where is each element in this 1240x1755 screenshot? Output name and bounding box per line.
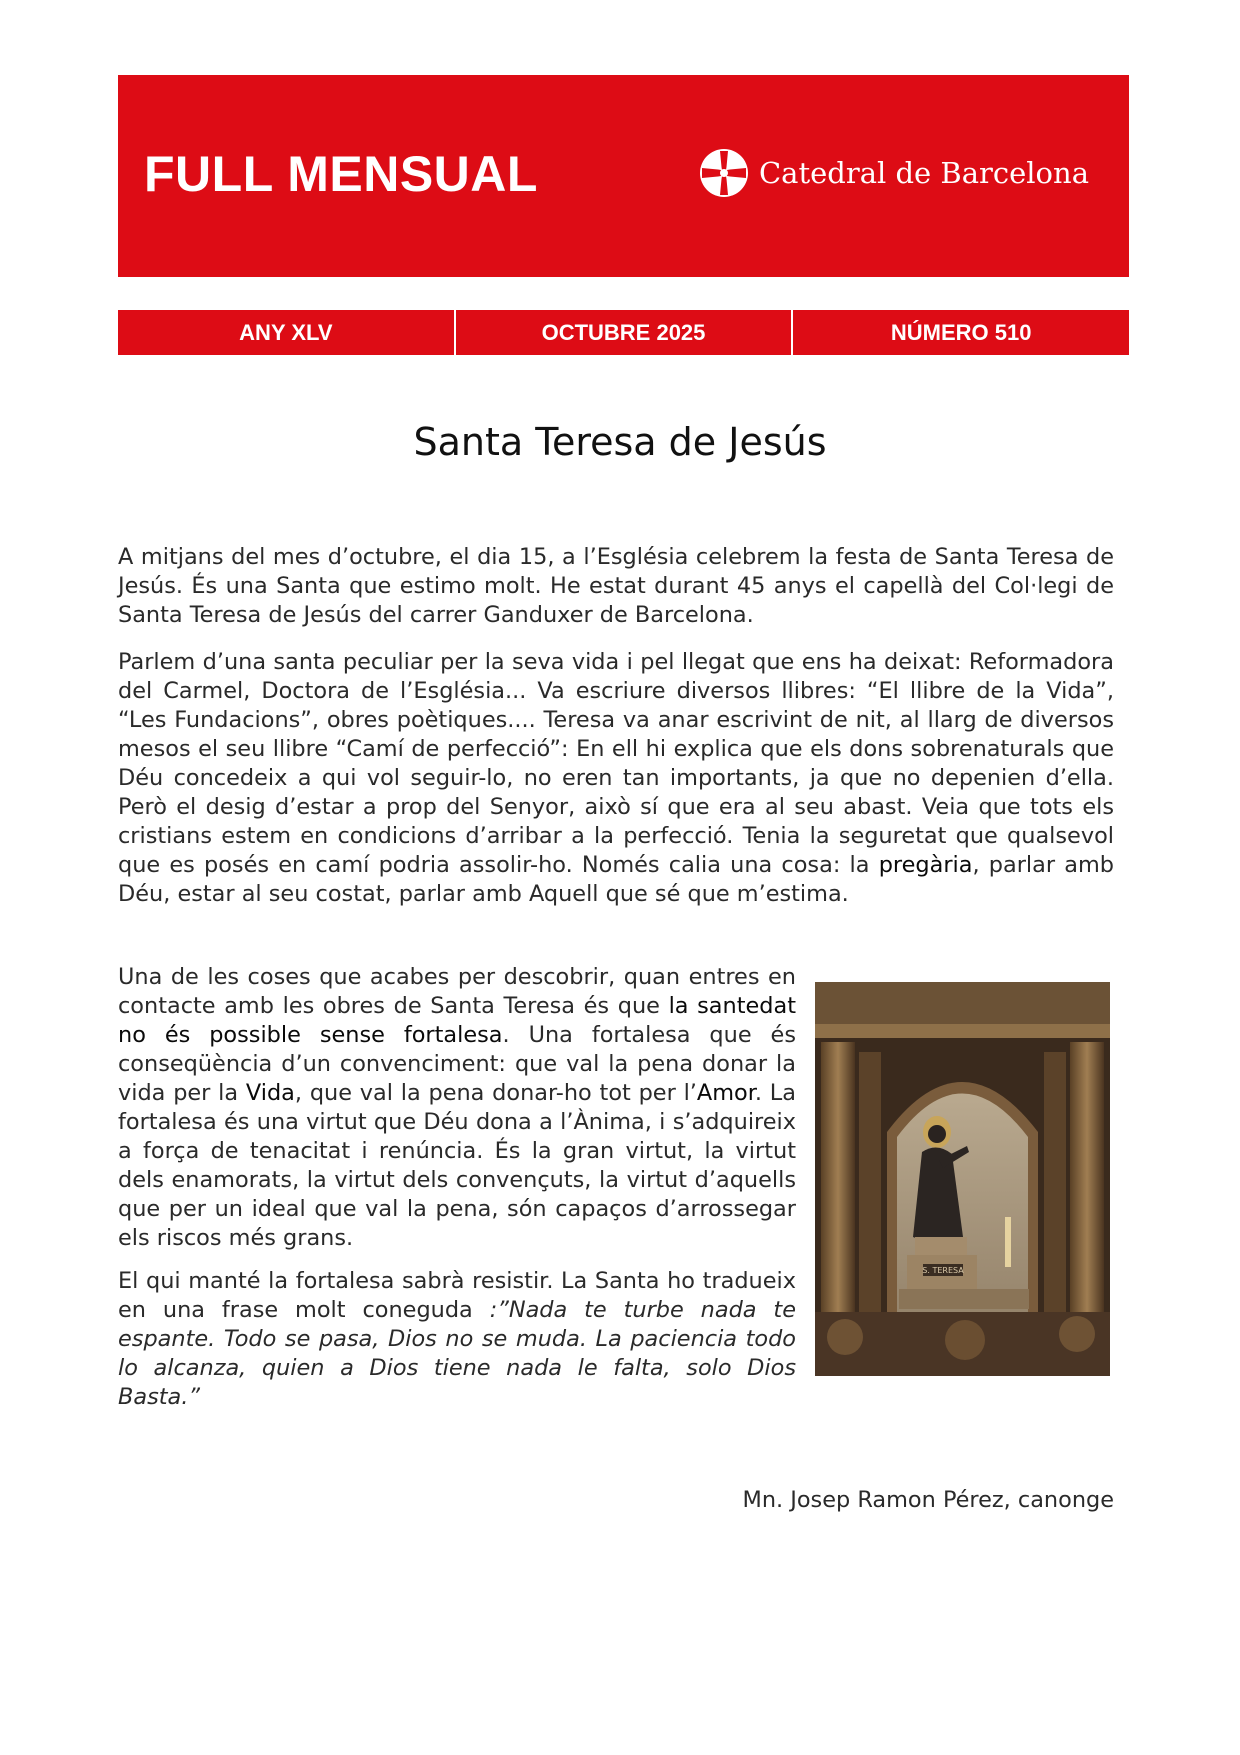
emphasis-pregaria: pregària bbox=[878, 852, 973, 878]
issue-info-bar bbox=[118, 310, 1129, 355]
paragraph-3-text-d: . La fortalesa és una virtut que Déu dona a l’Ànima, i s’adquireix a força de tenacitat i renúncia. És la gran virtut, la virtut dels enamorats, la virtut dels convençuts, la virtut d’aquells que per un ideal que val la pena, són capaços d’arrossegar els riscos més grans. bbox=[118, 1080, 796, 1251]
article-title: Santa Teresa de Jesús bbox=[413, 420, 827, 464]
issue-number: NÚMERO 510 bbox=[791, 310, 1129, 355]
paragraph-1: A mitjans del mes d’octubre, el dia 15, a l’Església celebrem la festa de Santa Teresa de Jesús. És una Santa que estimo molt. He estat durant 45 anys el capellà del Col·legi de Santa Teresa de Jesús del carrer Ganduxer de Barcelona. bbox=[118, 544, 1114, 628]
text-column bbox=[118, 963, 796, 1426]
header-banner bbox=[118, 75, 1129, 277]
cross-emblem-icon bbox=[699, 148, 749, 198]
issue-year: ANY XLV bbox=[118, 310, 454, 355]
altar-statue-photo bbox=[815, 982, 1110, 1376]
publication-title: FULL MENSUAL bbox=[144, 146, 538, 202]
emphasis-vida: Vida bbox=[245, 1080, 295, 1106]
paragraph-3-text-a: Una de les coses que acabes per descobrir, quan entres en contacte amb les obres de Santa Teresa és que bbox=[118, 964, 796, 1019]
emphasis-amor: Amor bbox=[696, 1080, 755, 1106]
paragraph-3 bbox=[118, 963, 796, 1253]
statue-plaque: S. TERESA bbox=[922, 1266, 964, 1275]
paragraph-2-text-b: , parlar amb Déu, estar al seu costat, parlar amb Aquell que sé que m’estima. bbox=[118, 852, 1114, 907]
paragraph-4-text: El qui manté la fortalesa sabrà resistir. La Santa ho tradueix en una frase molt coneguda bbox=[118, 1268, 796, 1323]
teresa-quote: :”Nada te turbe nada te espante. Todo se pasa, Dios no se muda. La paciencia todo lo alcanza, quien a Dios tiene nada le falta, solo Dios Basta.” bbox=[118, 1297, 796, 1410]
paragraph-2 bbox=[118, 648, 1114, 909]
issue-date: OCTUBRE 2025 bbox=[454, 310, 792, 355]
cathedral-logo[interactable] bbox=[699, 148, 1089, 198]
emphasis-santedat: la santedat no és possible sense fortalesa bbox=[118, 993, 796, 1048]
author-signature: Mn. Josep Ramon Pérez, canonge bbox=[742, 1487, 1114, 1513]
logo-text: Catedral de Barcelona bbox=[758, 155, 1089, 190]
paragraph-3-text-b: . Una fortalesa que és conseqüència d’un convenciment: que val la pena donar la vida per la bbox=[118, 1022, 796, 1106]
paragraph-3-text-c: , que val la pena donar-ho tot per l’ bbox=[294, 1080, 697, 1106]
paragraph-2-text-a: Parlem d’una santa peculiar per la seva vida i pel llegat que ens ha deixat: Reformadora del Carmel, Doctora de l’Església... Va escriure diversos llibres: “El llibre de la Vida”, “Les Fundacions”, obres poètiques.... Teresa va anar escrivint de nit, al llarg de diversos mesos el seu llibre “Camí de perfecció”: En ell hi explica que els dons sobrenaturals que Déu concedeix a qui vol seguir-lo, no eren tan importants, ja que no depenien d’ella. Però el desig d’estar a prop del Senyor, això sí que era al seu abast. Veia que tots els cristians estem en condicions d’arribar a la perfecció. Tenia la seguretat que qualsevol que es posés en camí podria assolir-ho. Només calia una cosa: la bbox=[118, 649, 1114, 878]
paragraph-4 bbox=[118, 1267, 796, 1412]
